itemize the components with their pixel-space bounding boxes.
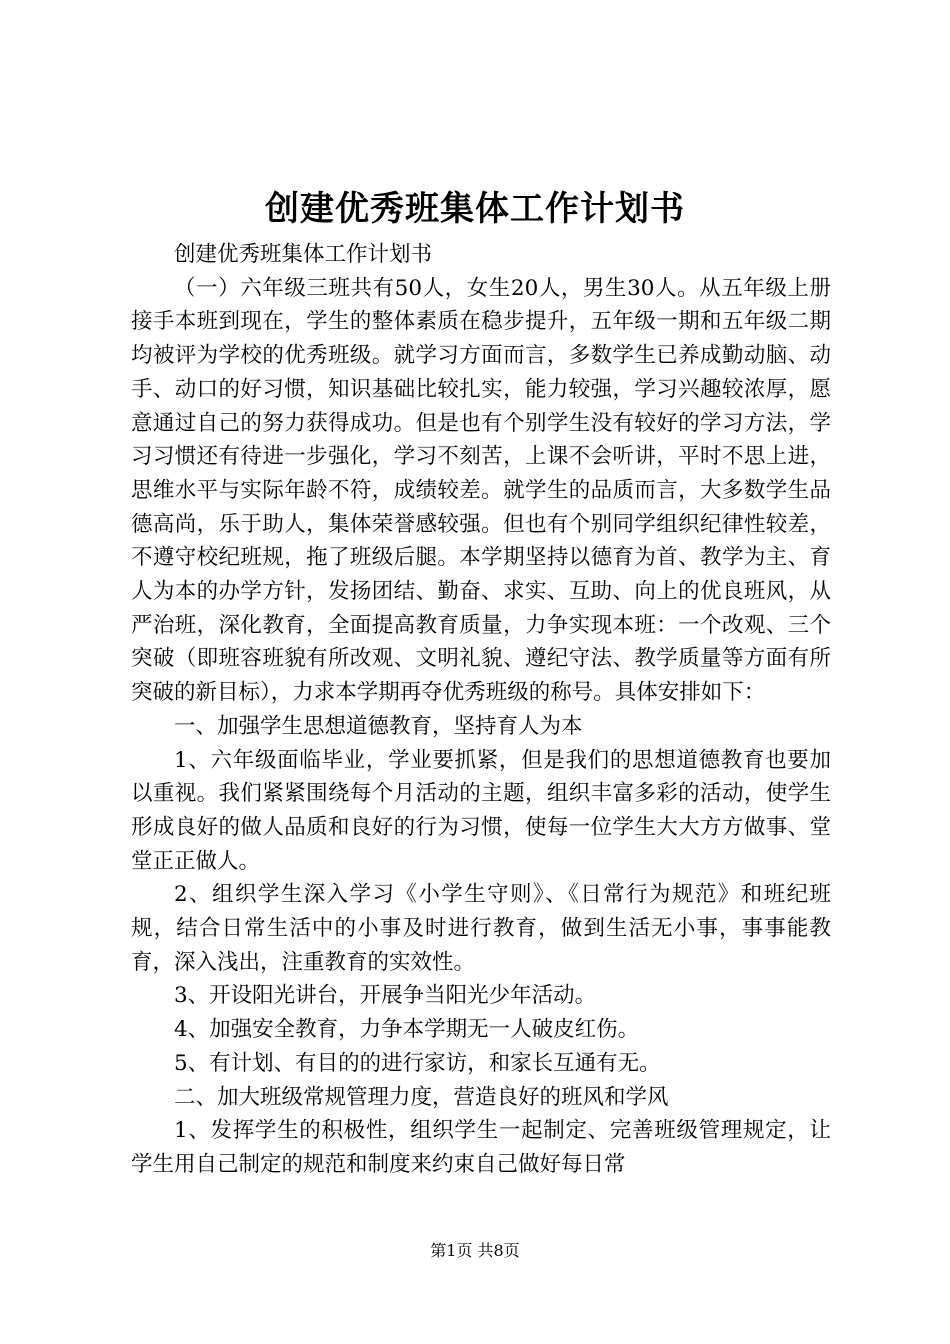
paragraph-subtitle: 创建优秀班集体工作计划书 <box>174 242 433 267</box>
paragraph-item-4: 4、加强安全教育，力争本学期无一人破皮红伤。 <box>174 1017 640 1043</box>
document-title: 创建优秀班集体工作计划书 <box>265 189 685 229</box>
section-heading-class-management: 二、加大班级常规管理力度，营造良好的班风和学风 <box>174 1084 669 1110</box>
paragraph-item-2: 2、组织学生深入学习《小学生守则》、《日常行为规范》和班纪班规，结合日常生活中的小事及时进行教育，做到生活无小事，事事能教育，深入浅出，注重教育的实效性。 <box>131 882 831 975</box>
paragraph-item-3: 3、开设阳光讲台，开展争当阳光少年活动。 <box>174 983 597 1009</box>
section-heading-moral-education: 一、加强学生思想道德教育，坚持育人为本 <box>174 713 583 739</box>
page-footer: 第1页 共8页 <box>430 1241 520 1260</box>
paragraph-item-5: 5、有计划、有目的的进行家访，和家长互通有无。 <box>174 1050 661 1076</box>
document-body <box>131 238 831 1182</box>
paragraph-item-1: 1、六年级面临毕业，学业要抓紧，但是我们的思想道德教育也要加以重视。我们紧紧围绕每个月活动的主题，组织丰富多彩的活动，使学生形成良好的做人品质和良好的行为习惯，使每一位学生大大方方做事、堂堂正正做人。 <box>131 747 831 874</box>
paragraph-class-overview: （一）六年级三班共有50人，女生20人，男生30人。从五年级上册接手本班到现在，学生的整体素质在稳步提升，五年级一期和五年级二期均被评为学校的优秀班级。就学习方面而言，多数学生已养成勤动脑、动手、动口的好习惯，知识基础比较扎实，能力较强，学习兴趣较浓厚，愿意通过自己的努力获得成功。但是也有个别学生没有较好的学习方法，学习习惯还有待进一步强化，学习不刻苦，上课不会听讲，平时不思上进，思维水平与实际年龄不符，成绩较差。就学生的品质而言，大多数学生品德高尚，乐于助人，集体荣誉感较强。但也有个别同学组织纪律性较差，不遵守校纪班规，拖了班级后腿。本学期坚持以德育为首、教学为主、育人为本的办学方针，发扬团结、勤奋、求实、互助、向上的优良班风，从严治班，深化教育，全面提高教育质量，力争实现本班：一个改观、三个突破（即班容班貌有所改观、文明礼貌、遵纪守法、教学质量等方面有所突破的新目标），力求本学期再夺优秀班级的称号。具体安排如下： <box>131 275 831 706</box>
paragraph-management-item-1: 1、发挥学生的积极性，组织学生一起制定、完善班级管理规定，让学生用自己制定的规范和制度来约束自己做好每日常 <box>131 1118 831 1177</box>
